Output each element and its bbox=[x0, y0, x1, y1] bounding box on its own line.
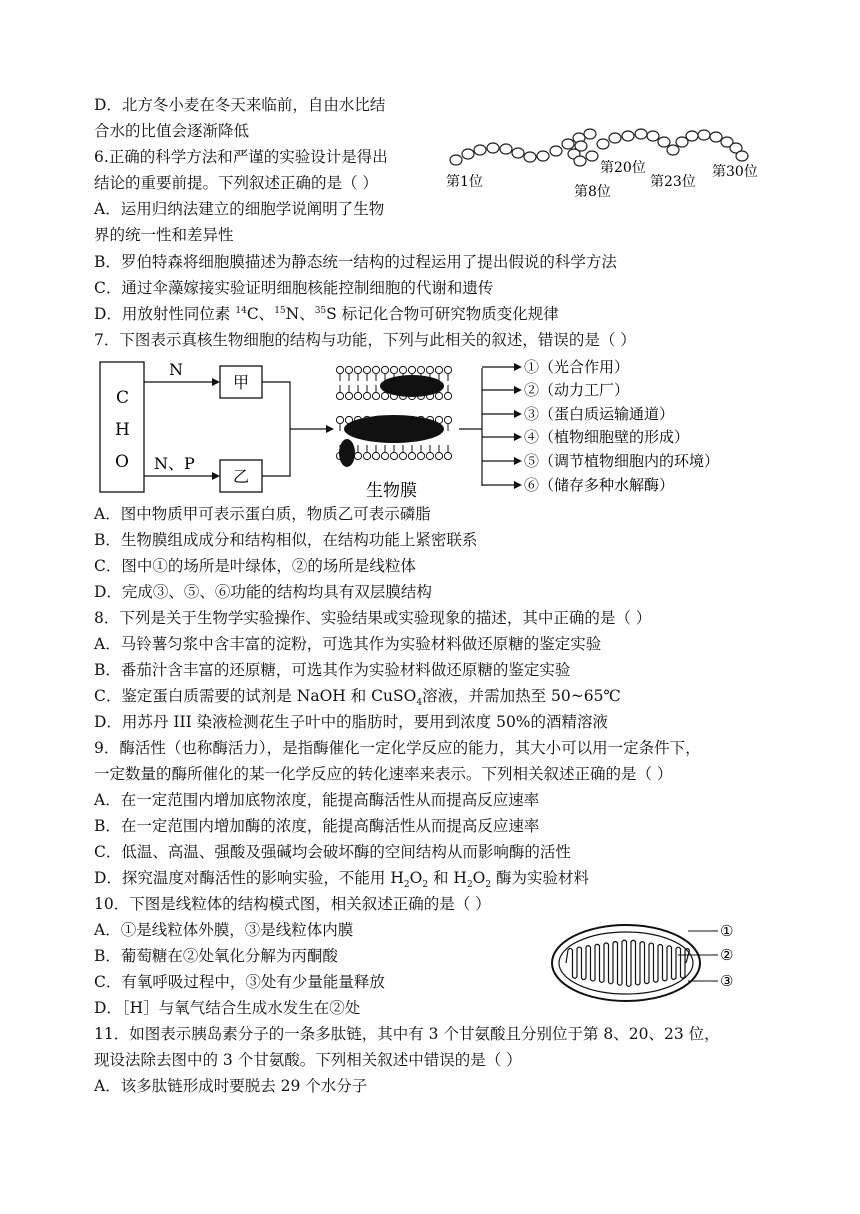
phospholipid-head bbox=[336, 392, 343, 399]
phospholipid-head bbox=[399, 366, 406, 373]
phospholipid-head bbox=[417, 452, 424, 459]
amino-acid-bead bbox=[474, 145, 486, 155]
q7-option-c: C．图中①的场所是叶绿体，②的场所是线粒体 bbox=[94, 557, 416, 575]
function-arrow-head bbox=[514, 457, 522, 465]
q6-option-d: D．用放射性同位素 $^{14}$C、$^{15}$N、$^{35}$S 标记化合物可研究物质变化规律 bbox=[94, 305, 559, 323]
cho-letter-o: O bbox=[115, 452, 129, 472]
function-arrow-head bbox=[514, 386, 522, 394]
chain-label-pos1: 第1位 bbox=[446, 174, 483, 190]
amino-acid-bead bbox=[686, 131, 698, 141]
amino-acid-bead bbox=[635, 129, 647, 139]
phospholipid-head bbox=[372, 366, 379, 373]
q8-option-d: D．用苏丹 III 染液检测花生子叶中的脂肪时，要用到浓度 50%的酒精溶液 bbox=[94, 713, 609, 731]
function-arrows bbox=[482, 363, 522, 489]
q6-option-c: C．通过伞藻嫁接实验证明细胞核能控制细胞的代谢和遗传 bbox=[94, 279, 494, 297]
phospholipid-head bbox=[417, 366, 424, 373]
phospholipid-head bbox=[363, 452, 370, 459]
amino-acid-bead bbox=[710, 132, 722, 142]
phospholipid-head bbox=[345, 366, 352, 373]
q6-option-a-line2: 界的统一性和差异性 bbox=[94, 226, 234, 244]
q9-option-b: B．在一定范围内增加酶的浓度，能提高酶活性从而提高反应速率 bbox=[94, 817, 540, 835]
function-3: ③（蛋白质运输通道） bbox=[524, 405, 675, 423]
phospholipid-head bbox=[444, 452, 451, 459]
polypeptide-chain-figure bbox=[440, 120, 770, 205]
phospholipid-head bbox=[354, 452, 361, 459]
amino-acid-bead bbox=[512, 148, 524, 158]
q11-stem-line1: 11．如图表示胰岛素分子的一条多肽链，其中有 3 个甘氨酸且分别位于第 8、20、23 位， bbox=[94, 1025, 720, 1043]
function-arrow-head bbox=[514, 433, 522, 441]
q9-option-c: C．低温、高温、强酸及强碱均会破坏酶的空间结构从而影响酶的活性 bbox=[94, 843, 571, 861]
amino-acid-bead bbox=[586, 151, 598, 161]
biomembrane-figure bbox=[94, 356, 774, 502]
box-jia-label: 甲 bbox=[233, 373, 250, 392]
phospholipid-head bbox=[435, 366, 442, 373]
q6-stem-line2: 结论的重要前提。下列叙述正确的是（ ） bbox=[94, 174, 378, 192]
amino-acid-bead bbox=[537, 151, 549, 161]
phospholipid-head bbox=[444, 366, 451, 373]
amino-acid-bead bbox=[597, 139, 609, 149]
mito-label-3: ③ bbox=[720, 972, 734, 990]
box-yi-label: 乙 bbox=[233, 467, 250, 486]
amino-acid-bead bbox=[524, 152, 536, 162]
function-arrow-head bbox=[514, 410, 522, 418]
chain-label-pos30: 第30位 bbox=[712, 164, 758, 180]
amino-acid-bead bbox=[658, 137, 670, 147]
phospholipid-head bbox=[381, 452, 388, 459]
q10-stem: 10．下图是线粒体的结构模式图，相关叙述正确的是（ ） bbox=[94, 895, 491, 913]
q11-option-a: A．该多肽链形成时要脱去 29 个水分子 bbox=[94, 1077, 368, 1095]
amino-acid-bead bbox=[462, 149, 474, 159]
q6-stem-line1: 6.正确的科学方法和严谨的实验设计是得出 bbox=[94, 148, 388, 166]
phospholipid-head bbox=[408, 452, 415, 459]
phospholipid-head bbox=[363, 392, 370, 399]
function-5: ⑤（调节植物细胞内的环境） bbox=[524, 452, 720, 470]
amino-acid-bead bbox=[609, 133, 621, 143]
q8-option-b: B．番茄汁含丰富的还原糖，可选其作为实验材料做还原糖的鉴定实验 bbox=[94, 661, 571, 679]
cho-letter-h: H bbox=[115, 420, 130, 440]
q7-option-b: B．生物膜组成成分和结构相似，在结构功能上紧密联系 bbox=[94, 531, 478, 549]
phospholipid-head bbox=[399, 452, 406, 459]
amino-acid-bead bbox=[667, 145, 679, 155]
q7-option-d: D．完成③、⑤、⑥功能的结构均具有双层膜结构 bbox=[94, 583, 432, 601]
amino-acid-bead bbox=[562, 139, 574, 149]
protein-mid bbox=[344, 415, 444, 443]
phospholipid-head bbox=[372, 452, 379, 459]
q9-stem-line1: 9．酶活性（也称酶活力），是指酶催化一定化学反应的能力，其大小可以用一定条件下， bbox=[94, 739, 701, 757]
q5-option-d-line1: D．北方冬小麦在冬天来临前，自由水比结 bbox=[94, 96, 386, 114]
chain-label-pos8: 第8位 bbox=[574, 184, 611, 200]
phospholipid-head bbox=[345, 392, 352, 399]
q10-option-b: B．葡萄糖在②处氧化分解为丙酮酸 bbox=[94, 947, 338, 965]
cho-letter-c: C bbox=[116, 388, 130, 408]
phospholipid-head bbox=[444, 392, 451, 399]
arrow-label-n: N bbox=[169, 360, 183, 379]
q10-option-d: D．［H］与氧气结合生成水发生在②处 bbox=[94, 999, 361, 1017]
phospholipid-head bbox=[336, 366, 343, 373]
q9-option-d: D．探究温度对酶活性的影响实验，不能用 $H_2O_2$ 和 $H_2O_2$ 酶为实验材料 bbox=[94, 869, 590, 891]
phospholipid-head bbox=[363, 366, 370, 373]
q11-stem-line2: 现设法除去图中的 3 个甘氨酸。下列相关叙述中错误的是（ ） bbox=[94, 1051, 522, 1069]
phospholipid-head bbox=[390, 452, 397, 459]
phospholipid-head bbox=[390, 366, 397, 373]
phospholipid-head bbox=[426, 366, 433, 373]
q10-option-c: C．有氧呼吸过程中，③处有少量能量释放 bbox=[94, 973, 385, 991]
phospholipid-head bbox=[435, 452, 442, 459]
amino-acid-bead bbox=[550, 146, 562, 156]
amino-acid-bead bbox=[736, 151, 748, 161]
q8-option-c: C．鉴定蛋白质需要的试剂是 NaOH 和 CuSO$_4$溶液，并需加热至 50~65℃ bbox=[94, 687, 621, 709]
amino-acid-bead bbox=[584, 129, 596, 139]
mito-label-2: ② bbox=[720, 946, 734, 964]
mitochondrion-figure bbox=[548, 917, 748, 1007]
phospholipid-head bbox=[381, 392, 388, 399]
amino-acid-bead bbox=[698, 130, 710, 140]
q9-option-a: A．在一定范围内增加底物浓度，能提高酶活性从而提高反应速率 bbox=[94, 791, 540, 809]
mito-label-1: ① bbox=[720, 922, 734, 940]
q7-stem: 7．下图表示真核生物细胞的结构与功能，下列与此相关的叙述，错误的是（ ） bbox=[94, 331, 636, 349]
function-6: ⑥（储存多种水解酶） bbox=[524, 476, 675, 494]
q10-option-a: A．①是线粒体外膜，③是线粒体内膜 bbox=[94, 921, 354, 939]
phospholipid-head bbox=[354, 366, 361, 373]
phospholipid-head bbox=[336, 416, 343, 423]
phospholipid-head bbox=[435, 392, 442, 399]
q9-stem-line2: 一定数量的酶所催化的某一化学反应的转化速率来表示。下列相关叙述正确的是（ ） bbox=[94, 765, 673, 783]
protein-top bbox=[380, 375, 444, 397]
phospholipid-head bbox=[354, 392, 361, 399]
amino-acid-bead bbox=[574, 156, 586, 166]
protein-left bbox=[339, 439, 355, 467]
phospholipid-head bbox=[444, 416, 451, 423]
arrow-label-np: N、P bbox=[154, 454, 195, 473]
amino-acid-bead bbox=[622, 131, 634, 141]
phospholipid-head bbox=[426, 452, 433, 459]
amino-acid-bead bbox=[500, 144, 512, 154]
q6-option-b: B．罗伯特森将细胞膜描述为静态统一结构的过程运用了提出假说的科学方法 bbox=[94, 253, 617, 271]
biomembrane-caption: 生物膜 bbox=[366, 481, 417, 501]
chain-label-pos20: 第20位 bbox=[600, 160, 646, 176]
phospholipid-head bbox=[381, 366, 388, 373]
q7-option-a: A．图中物质甲可表示蛋白质，物质乙可表示磷脂 bbox=[94, 505, 431, 523]
function-1: ①（光合作用） bbox=[524, 358, 630, 376]
q6-option-a-line1: A．运用归纳法建立的细胞学说阐明了生物 bbox=[94, 200, 385, 218]
function-arrow-head bbox=[514, 481, 522, 489]
amino-acid-bead bbox=[647, 131, 659, 141]
chain-label-pos23: 第23位 bbox=[650, 174, 696, 190]
phospholipid-head bbox=[372, 392, 379, 399]
q5-option-d-line2: 合水的比值会逐渐降低 bbox=[94, 122, 250, 140]
function-4: ④（植物细胞壁的形成） bbox=[524, 428, 690, 446]
amino-acid-bead bbox=[487, 143, 499, 153]
q8-stem: 8．下列是关于生物学实验操作、实验结果或实验现象的描述，其中正确的是（ ） bbox=[94, 609, 652, 627]
amino-acid-bead bbox=[450, 155, 462, 165]
function-arrow-head bbox=[514, 363, 522, 371]
q8-option-a: A．马铃薯匀浆中含丰富的淀粉，可选其作为实验材料做还原糖的鉴定实验 bbox=[94, 635, 602, 653]
function-2: ②（动力工厂） bbox=[524, 381, 630, 399]
phospholipid-head bbox=[408, 366, 415, 373]
